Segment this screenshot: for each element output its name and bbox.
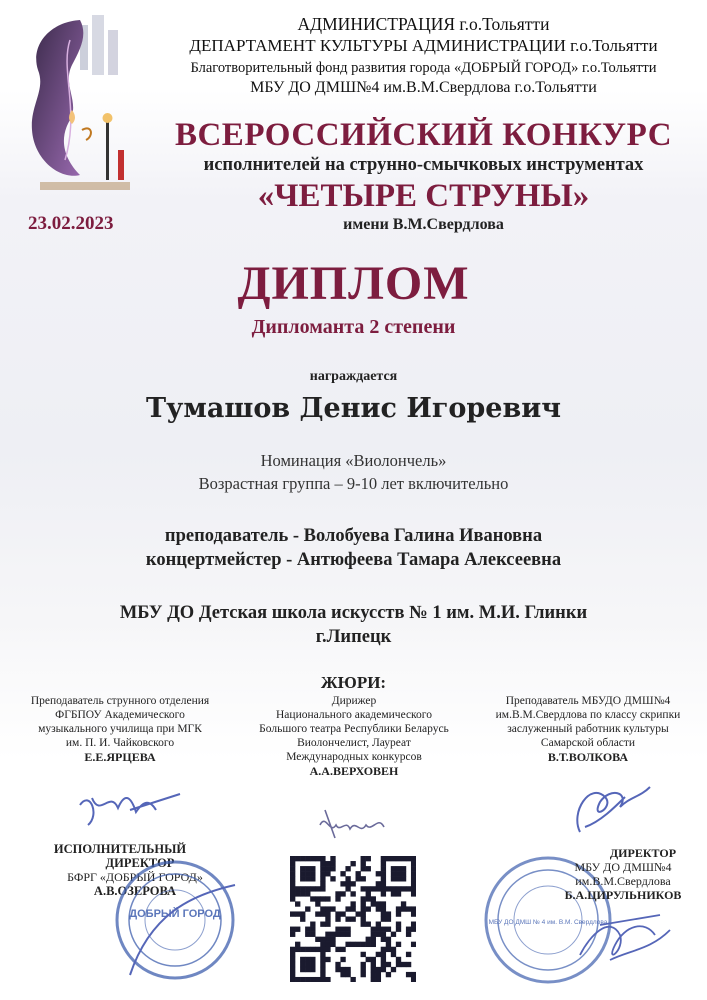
- jury-right-desc-2: им.В.М.Свердлова по классу скрипки: [495, 709, 681, 721]
- signature-tsirulnikov: [570, 905, 680, 975]
- jury-center-desc-4: Виолончелист, Лауреат: [297, 737, 411, 749]
- jury-left-desc-4: им. П. И. Чайковского: [65, 737, 175, 749]
- right-director-org-1: МБУ ДО ДМШ№4: [574, 860, 672, 874]
- nomination: Номинация «Виолончель»: [260, 451, 447, 470]
- jury-right-desc-4: Самарской области: [540, 737, 636, 749]
- awarded-label: награждается: [309, 369, 398, 384]
- left-director-org: БФРГ «ДОБРЫЙ ГОРОД»: [67, 870, 203, 884]
- contest-named-after: имени В.М.Свердлова: [343, 216, 504, 233]
- jury-right: [472, 694, 704, 764]
- header-line-4: МБУ ДО ДМШ№4 им.В.М.Свердлова г.о.Тольятти: [250, 79, 597, 96]
- left-director-title-2: ДИРЕКТОР: [105, 856, 175, 870]
- jury-right-desc-1: Преподаватель МБУДО ДМШ№4: [505, 695, 671, 707]
- jury-left-desc-3: музыкального училища при МГК: [38, 723, 202, 735]
- jury-center: [236, 694, 472, 778]
- signature-yartseva: [70, 780, 190, 830]
- signature-volkova: [560, 772, 660, 842]
- contest-subtitle: исполнителей на струнно-смычковых инструментах: [203, 155, 644, 175]
- jury-left-name: Е.Е.ЯРЦЕВА: [84, 750, 156, 764]
- diploma-title: ДИПЛОМ: [237, 257, 470, 310]
- right-director-org-2: им.В.М.Свердлова: [575, 874, 671, 888]
- contest-title: ВСЕРОССИЙСКИЙ КОНКУРС: [174, 117, 673, 153]
- signature-verkhoven: [315, 800, 405, 840]
- violin-illustration: [10, 10, 140, 195]
- jury-center-desc-2: Национального академического: [276, 709, 432, 721]
- header-line-3: Благотворительный фонд развития города «ДОБРЫЙ ГОРОД» г.о.Тольятти: [190, 60, 657, 76]
- jury-center-desc-1: Дирижер: [331, 695, 377, 707]
- header-line-1: АДМИНИСТРАЦИЯ г.о.Тольятти: [297, 14, 550, 34]
- jury-right-name: В.Т.ВОЛКОВА: [547, 750, 629, 764]
- left-director-title-1: ИСПОЛНИТЕЛЬНЫЙ: [53, 842, 187, 856]
- diploma-degree: Дипломанта 2 степени: [251, 316, 456, 338]
- stamp-right-text: МБУ ДО ДМШ № 4 им. В.М. Свердлова: [488, 919, 608, 926]
- left-director-name: А.В.ОЗЕРОВА: [93, 884, 177, 898]
- age-group: Возрастная группа – 9-10 лет включительно: [198, 474, 509, 493]
- stamp-left-text: ДОБРЫЙ ГОРОД: [129, 908, 221, 920]
- jury-center-name: А.А.ВЕРХОВЕН: [309, 764, 399, 778]
- city: г.Липецк: [315, 627, 392, 647]
- jury-left-desc-1: Преподаватель струнного отделения: [30, 695, 210, 707]
- header-line-2: ДЕПАРТАМЕНТ КУЛЬТУРЫ АДМИНИСТРАЦИИ г.о.Тольятти: [189, 36, 658, 55]
- recipient-name: Тумашов Денис Игоревич: [146, 393, 561, 424]
- school: МБУ ДО Детская школа искусств № 1 им. М.И. Глинки: [119, 603, 588, 623]
- right-director-name: Б.А.ЦИРУЛЬНИКОВ: [564, 888, 682, 902]
- teacher: преподаватель - Волобуева Галина Ивановна: [164, 526, 543, 546]
- right-director-block: [548, 846, 698, 902]
- jury-heading: ЖЮРИ:: [320, 673, 387, 692]
- contest-name: «ЧЕТЫРЕ СТРУНЫ»: [257, 178, 590, 214]
- qr-code: [290, 856, 416, 982]
- jury-left: [4, 694, 236, 764]
- stamp-dobry-gorod: [110, 855, 240, 985]
- jury-center-desc-5: Международных конкурсов: [286, 751, 422, 763]
- accompanist: концертмейстер - Антюфеева Тамара Алексеевна: [145, 550, 562, 570]
- jury-center-desc-3: Большого театра Республики Беларусь: [259, 723, 449, 735]
- jury-right-desc-3: заслуженный работник культуры: [507, 723, 669, 735]
- right-director-title: ДИРЕКТОР: [609, 846, 677, 860]
- contest-date: 23.02.2023: [28, 213, 114, 234]
- jury-left-desc-2: ФГБПОУ Академического: [55, 709, 185, 721]
